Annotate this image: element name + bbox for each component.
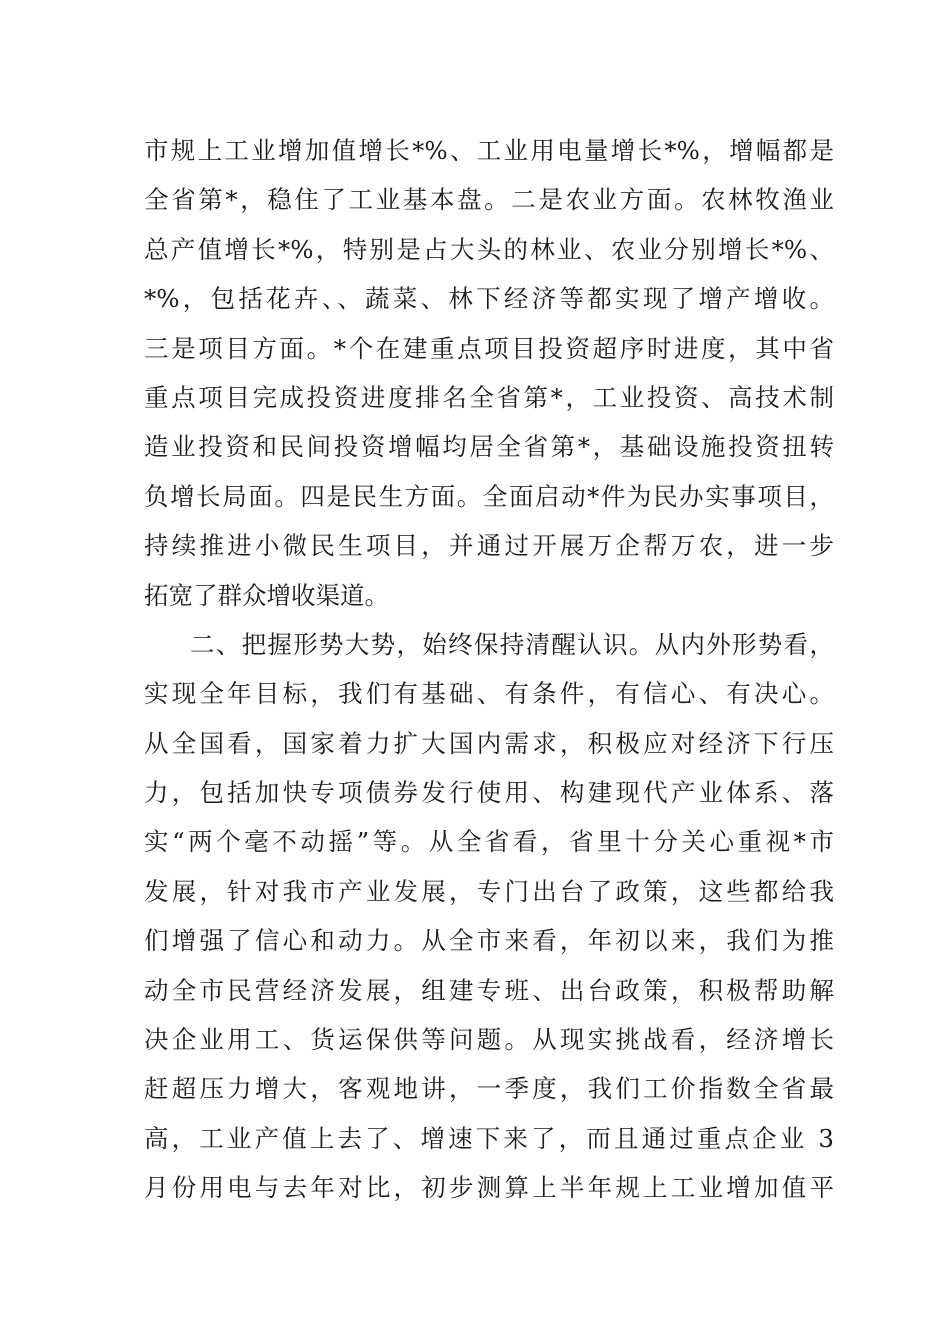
text-line: 持续推进小微民生项目，并通过开展万企帮万农，进一步 [144,531,834,561]
text-line: 重点项目完成投资进度排名全省第*，工业投资、高技术制 [144,382,834,412]
text-line: 力，包括加快专项债券发行使用、构建现代产业体系、落 [144,778,834,808]
text-line: 们增强了信心和动力。从全市来看，年初以来，我们为推 [144,926,834,956]
text-line: 高，工业产值上去了、增速下来了，而且通过重点企业 3 [144,1123,834,1153]
text-line: 负增长局面。四是民生方面。全面启动*件为民办实事项目， [144,481,834,511]
text-line: 实“两个毫不动摇”等。从全省看，省里十分关心重视*市 [144,827,834,857]
text-line: 发展，针对我市产业发展，专门出台了政策，这些都给我 [144,876,834,906]
text-line: 造业投资和民间投资增幅均居全省第*，基础设施投资扭转 [144,432,834,462]
text-line: 从全国看，国家着力扩大国内需求，积极应对经济下行压 [144,728,834,758]
text-line: 全省第*，稳住了工业基本盘。二是农业方面。农林牧渔业 [144,185,834,215]
text-line: 月份用电与去年对比，初步测算上半年规上工业增加值平 [144,1173,834,1203]
text-line: 总产值增长*%，特别是占大头的林业、农业分别增长*%、 [144,234,834,264]
text-line: *%，包括花卉、、蔬菜、林下经济等都实现了增产增收。 [144,284,834,314]
section-heading-line: 二、把握形势大势，始终保持清醒认识。从内外形势看， [190,629,834,659]
text-line: 三是项目方面。*个在建重点项目投资超序时进度，其中省 [144,333,834,363]
text-line: 动全市民营经济发展，组建专班、出台政策，积极帮助解 [144,975,834,1005]
text-line: 市规上工业增加值增长*%、工业用电量增长*%，增幅都是 [144,136,834,165]
text-line: 赶超压力增大，客观地讲，一季度，我们工价指数全省最 [144,1074,834,1104]
body-text [144,126,834,1213]
paragraph-end-line: 拓宽了群众增收渠道。 [144,580,389,610]
text-line: 实现全年目标，我们有基础、有条件，有信心、有决心。 [144,679,834,709]
text-line: 决企业用工、货运保供等问题。从现实挑战看，经济增长 [144,1025,834,1055]
